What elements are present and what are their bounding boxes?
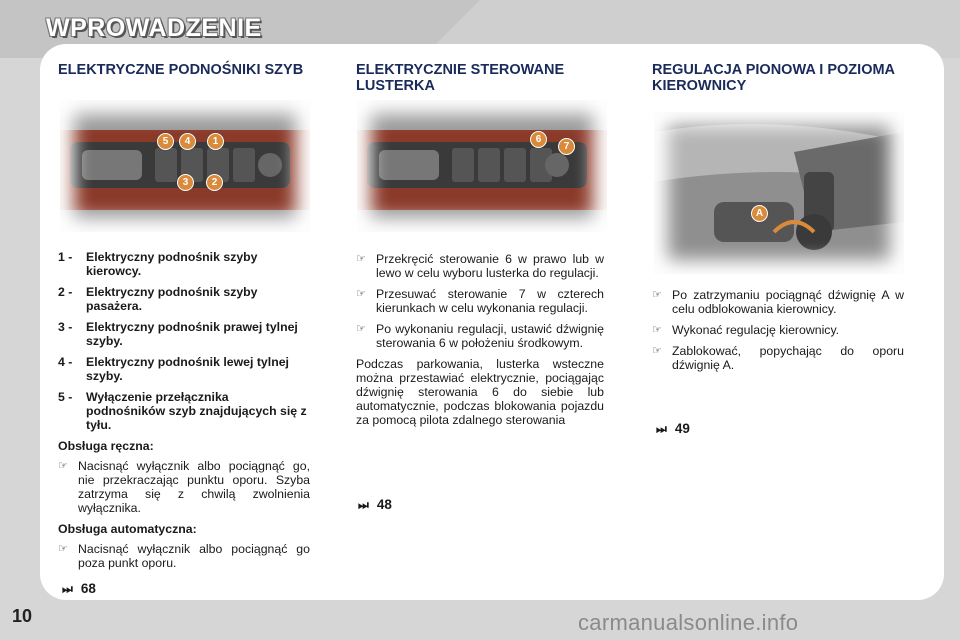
mirror-switch-photo — [357, 100, 607, 232]
mirror-bullet: ☞ Po wykonaniu regulacji, ustawić dźwignię sterowania 6 w położeniu środkowym. — [356, 322, 604, 350]
list-item: 5 - Wyłączenie przełącznika podnośników szyb znajdujących się z tyłu. — [58, 390, 307, 432]
pointing-hand-icon: ☞ — [356, 253, 366, 265]
list-item: 1 - Elektryczny podnośnik szyby kierowcy. — [58, 250, 258, 278]
callout-5: 5 — [157, 133, 174, 150]
manual-bullet: ☞ Nacisnąć wyłącznik albo pociągnąć go, nie przekraczając punktu oporu. Szyba zatrzyma się z chwilą zwolnienia wyłącznika. — [58, 459, 310, 515]
callout-2: 2 — [206, 174, 223, 191]
manual-heading: Obsługa ręczna: — [58, 439, 154, 453]
steering-bullet: ☞ Zablokować, popychając do oporu dźwignię A. — [652, 344, 904, 372]
window-switch-photo — [60, 100, 310, 232]
mirror-bullet: ☞ Przekręcić sterowanie 6 w prawo lub w lewo w celu wyboru lusterka do regulacji. — [356, 252, 604, 280]
mirrors-body — [356, 252, 604, 427]
pointing-hand-icon: ☞ — [652, 345, 662, 357]
list-item: 3 - Elektryczny podnośnik prawej tylnej szyby. — [58, 320, 298, 348]
pointing-hand-icon: ☞ — [356, 323, 366, 335]
page-ref-48[interactable]: ⏭ 48 — [358, 497, 392, 512]
pointing-hand-icon: ☞ — [652, 324, 662, 336]
auto-bullet: ☞ Nacisnąć wyłącznik albo pociągnąć go poza punkt oporu. — [58, 542, 310, 570]
page-ref-49[interactable]: ⏭ 49 — [656, 421, 690, 436]
steering-heading: REGULACJA PIONOWA I POZIOMA KIEROWNICY — [652, 62, 895, 94]
mirrors-heading: ELEKTRYCZNIE STEROWANE LUSTERKA — [356, 62, 565, 94]
mirror-bullet: ☞ Przesuwać sterowanie 7 w czterech kierunkach w celu wykonania regulacji. — [356, 287, 604, 315]
pointing-hand-icon: ☞ — [58, 460, 68, 472]
page-number: 10 — [12, 606, 33, 626]
watermark: carmanualsonline.info — [578, 610, 799, 635]
list-item: 4 - Elektryczny podnośnik lewej tylnej szyby. — [58, 355, 289, 383]
fast-forward-icon: ⏭ — [358, 498, 369, 512]
steering-lever-photo — [654, 112, 904, 274]
steering-bullet: ☞ Po zatrzymaniu pociągnąć dźwignię A w celu odblokowania kierownicy. — [652, 288, 904, 316]
callout-a: A — [751, 205, 768, 222]
list-item: 2 - Elektryczny podnośnik szyby pasażera. — [58, 285, 258, 313]
mirror-note: Podczas parkowania, lusterka wsteczne można przestawiać elektrycznie, pociągając dźwignię sterowania 6 do siebie lub automatycznie, podczas blokowania pojazdu za pomocą pilota zdalnego sterowania — [356, 357, 604, 427]
steering-body — [652, 288, 904, 379]
windows-body — [58, 250, 310, 577]
fast-forward-icon: ⏭ — [62, 582, 73, 596]
auto-heading: Obsługa automatyczna: — [58, 522, 197, 536]
steering-bullet: ☞ Wykonać regulację kierownicy. — [652, 323, 840, 337]
fast-forward-icon: ⏭ — [656, 422, 667, 436]
pointing-hand-icon: ☞ — [58, 543, 68, 555]
page-title: WPROWADZENIE — [46, 14, 262, 42]
windows-heading: ELEKTRYCZNE PODNOŚNIKI SZYB — [58, 62, 304, 78]
page-ref-68[interactable]: ⏭ 68 — [62, 581, 96, 596]
callout-6: 6 — [530, 131, 547, 148]
callout-7: 7 — [558, 138, 575, 155]
callout-4: 4 — [179, 133, 196, 150]
pointing-hand-icon: ☞ — [356, 288, 366, 300]
callout-1: 1 — [207, 133, 224, 150]
callout-3: 3 — [177, 174, 194, 191]
pointing-hand-icon: ☞ — [652, 289, 662, 301]
